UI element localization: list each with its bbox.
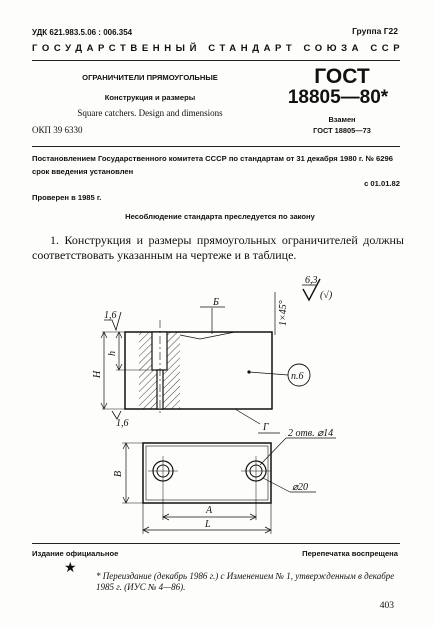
checked-year: Проверен в 1985 г. xyxy=(32,193,102,202)
page-number: 403 xyxy=(379,601,394,611)
footnote: * Переиздание (декабрь 1986 г.) с Изменением № 1, утвержденным в декабре 1985 г. (ИУС № 4—86). xyxy=(96,571,395,592)
label-g xyxy=(235,409,280,433)
chamfer-text: 1×45° xyxy=(278,300,289,326)
divider-bottom xyxy=(32,543,400,544)
paragraph-1: 1. Конструкция и размеры прямоугольных ограничителей должны соответствовать указанным на чертеже и в таблице. xyxy=(32,233,404,262)
replaces-label: Взамен xyxy=(328,115,356,124)
decree-text: Постановлением Государственного комитета СССР по стандартам от 31 декабря 1980 г. № 6296 срок введения установлен xyxy=(32,154,393,176)
okp-code: ОКП 39 6330 xyxy=(32,125,83,135)
label-16-top: 1,6 xyxy=(104,310,117,321)
dim-B xyxy=(113,443,143,503)
gost-label: ГОСТ xyxy=(314,65,370,88)
technical-drawing xyxy=(0,262,434,542)
svg-text:п.6: п.6 xyxy=(291,371,304,382)
udk-code: УДК 621.983.5.06 : 006.354 xyxy=(32,28,133,37)
top-view xyxy=(143,443,271,514)
title-en: Square catchers. Design and dimensions xyxy=(77,108,223,118)
roughness-value: 6,3 xyxy=(305,275,318,286)
dim-h: h xyxy=(107,351,118,356)
note-p6 xyxy=(249,364,310,386)
gost-number: 18805—80* xyxy=(287,87,389,108)
replaced-gost: ГОСТ 18805—73 xyxy=(313,126,371,135)
label-b xyxy=(200,297,225,334)
roughness-brackets: (√) xyxy=(320,290,333,301)
dim-L: L xyxy=(205,519,211,530)
roughness-symbol xyxy=(302,275,333,301)
dim-A-L xyxy=(143,503,271,534)
group-code: Группа Г22 xyxy=(352,26,398,36)
title-ru: ОГРАНИЧИТЕЛИ ПРЯМОУГОЛЬНЫЕ xyxy=(82,73,218,82)
effective-date: с 01.01.82 xyxy=(364,179,400,188)
svg-text:В: В xyxy=(113,470,124,477)
chamfer-note xyxy=(275,292,289,335)
label-16-bot: 1,6 xyxy=(116,418,129,429)
dim-A: А xyxy=(206,505,213,516)
dim-H: Н xyxy=(92,370,103,378)
star-icon: ★ xyxy=(64,559,77,575)
side-view xyxy=(125,320,272,415)
subtitle-ru: Конструкция и размеры xyxy=(104,93,196,102)
divider-top xyxy=(32,60,400,61)
law-notice: Несоблюдение стандарта преследуется по закону xyxy=(125,212,315,221)
edition-label: Издание официальное xyxy=(32,549,119,558)
reprint-notice: Перепечатка воспрещена xyxy=(302,549,398,558)
svg-text:2 отв. ⌀14: 2 отв. ⌀14 xyxy=(288,428,334,439)
svg-text:Г: Г xyxy=(263,422,269,433)
counterbore-note: ⌀20 xyxy=(292,482,309,493)
standard-banner: ГОСУДАРСТВЕННЫЙ СТАНДАРТ СОЮЗА ССР xyxy=(32,43,405,54)
divider-middle xyxy=(32,146,400,147)
svg-text:Б: Б xyxy=(213,297,219,308)
